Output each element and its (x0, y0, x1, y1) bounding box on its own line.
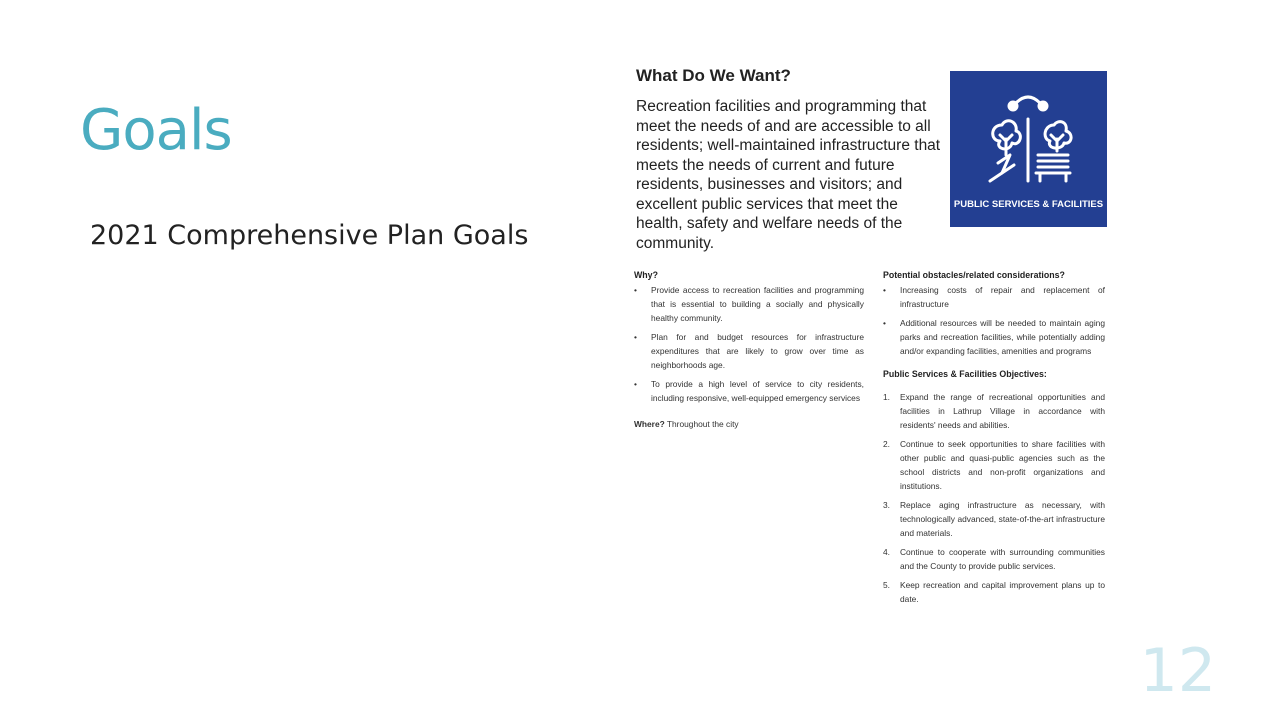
list-item: • To provide a high level of service to city residents, including responsive, well-equipped emergency services (634, 379, 864, 403)
why-heading: Why? (634, 270, 658, 280)
list-item: 3. Replace aging infrastructure as necessary, with technologically advanced, state-of-the-art infrastructure and materials. (883, 500, 1105, 538)
bullet-icon: • (883, 318, 886, 328)
list-item: 4. Continue to cooperate with surrounding communities and the County to provide public services. (883, 547, 1105, 571)
excerpt-heading: What Do We Want? (636, 66, 791, 85)
list-item: • Additional resources will be needed to maintain aging parks and recreation facilities, while potentially adding and/or expanding facilities, amenities and programs (883, 318, 1105, 356)
where-line (634, 417, 864, 431)
badge-label: PUBLIC SERVICES & FACILITIES (953, 199, 1104, 210)
bullet-icon: • (634, 285, 637, 295)
plan-excerpt-image (634, 66, 1108, 636)
bullet-icon: • (883, 285, 886, 295)
objectives-list (883, 390, 1105, 606)
obstacles-heading: Potential obstacles/related considerations? (883, 270, 1065, 280)
park-bench-lamp-icon (980, 89, 1076, 189)
list-item: • Increasing costs of repair and replacement of infrastructure (883, 285, 1105, 309)
excerpt-lead-paragraph: Recreation facilities and programming that meet the needs of and are accessible to all residents; well-maintained infrastructure that meets the needs of current and future residents, businesses and visitors; and excellent public services that meet the health, safety and welfare needs of the community. (636, 98, 941, 252)
list-item: 2. Continue to seek opportunities to share facilities with other public and quasi-public agencies such as the school districts and non-profit organizations and institutions. (883, 439, 1105, 491)
slide-subtitle: 2021 Comprehensive Plan Goals (90, 220, 529, 251)
bullet-icon: • (634, 379, 637, 389)
list-item: • Plan for and budget resources for infrastructure expenditures that are likely to grow over time as neighborhoods age. (634, 332, 864, 370)
list-item: 1. Expand the range of recreational opportunities and facilities in Lathrup Village in accordance with residents' needs and abilities. (883, 392, 1105, 430)
why-column (634, 268, 864, 431)
slide-title: Goals (80, 98, 232, 163)
where-text: Throughout the city (666, 419, 739, 429)
objectives-heading: Public Services & Facilities Objectives: (883, 369, 1047, 379)
where-label: Where? (634, 419, 665, 429)
obstacles-list (883, 283, 1105, 358)
bullet-icon: • (634, 332, 637, 342)
public-services-badge (950, 71, 1107, 227)
list-item: • Provide access to recreation facilities and programming that is essential to building a socially and physically healthy community. (634, 285, 864, 323)
why-list (634, 283, 864, 405)
list-item: 5. Keep recreation and capital improvement plans up to date. (883, 580, 1105, 604)
page-number: 12 (1139, 636, 1216, 706)
obstacles-objectives-column (883, 268, 1105, 611)
